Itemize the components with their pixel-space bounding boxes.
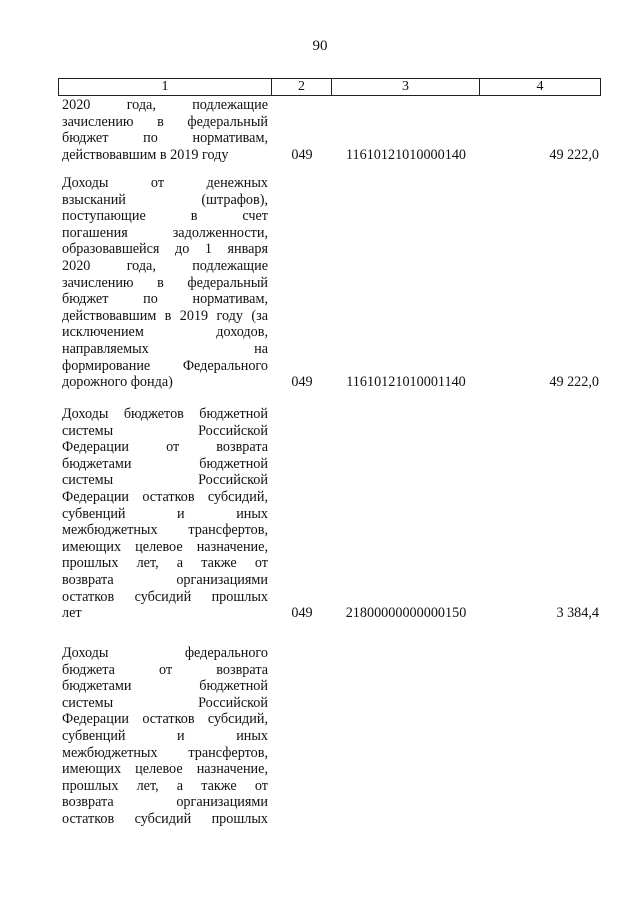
table-row — [58, 97, 599, 167]
description-line: Доходы федерального — [62, 645, 268, 661]
budget-classification-code: 11610121010001140 — [346, 374, 466, 391]
amount: 3 384,4 — [556, 605, 599, 622]
description-line: остатков субсидий прошлых — [62, 588, 268, 605]
description-line: бюджет по нормативам, — [62, 130, 268, 147]
amount: 49 222,0 — [549, 146, 599, 163]
description-line: субвенций и иных — [62, 505, 268, 522]
description-line: возврата организациями — [62, 794, 268, 811]
description-line: субвенций и иных — [62, 727, 268, 744]
admin-code: 049 — [291, 146, 313, 163]
header-col-2: 2 — [272, 79, 332, 95]
description-line: прошлых лет, а также от — [62, 777, 268, 794]
table-row — [58, 175, 599, 395]
description-line: исключением доходов, — [62, 324, 268, 341]
description-line: образовавшейся до 1 января — [62, 241, 268, 258]
description-line: действовавшим в 2019 году (за — [62, 307, 268, 324]
amount: 49 222,0 — [549, 374, 599, 391]
description-line: зачислению в федеральный — [62, 274, 268, 291]
description-line: Федерации остатков субсидий, — [62, 711, 268, 728]
budget-classification-code: 21800000000000150 — [345, 605, 467, 622]
row-description — [62, 645, 268, 828]
description-line: направляемых на — [62, 340, 268, 357]
row-description — [62, 175, 268, 391]
description-line: остатков субсидий прошлых — [62, 810, 268, 827]
description-line: Федерации остатков субсидий, — [62, 488, 268, 505]
description-line: имеющих целевое назначение, — [62, 538, 268, 555]
table-row — [58, 406, 599, 626]
description-line: системы Российской — [62, 472, 268, 489]
admin-code: 049 — [291, 374, 313, 391]
description-line: бюджет по нормативам, — [62, 291, 268, 308]
description-line: бюджетами бюджетной — [62, 455, 268, 472]
description-line: Доходы от денежных — [62, 175, 268, 191]
header-col-1: 1 — [59, 79, 272, 95]
description-line: дорожного фонда) — [62, 374, 173, 391]
table-header — [58, 78, 601, 96]
description-line: межбюджетных трансфертов, — [62, 522, 268, 539]
description-line: системы Российской — [62, 694, 268, 711]
row-description — [62, 97, 268, 163]
description-line: системы Российской — [62, 422, 268, 439]
description-line: возврата организациями — [62, 571, 268, 588]
description-line: имеющих целевое назначение, — [62, 761, 268, 778]
description-line: действовавшим в 2019 году — [62, 146, 229, 163]
header-col-3: 3 — [332, 79, 480, 95]
description-line: погашения задолженности, — [62, 224, 268, 241]
description-line: межбюджетных трансфертов, — [62, 744, 268, 761]
row-description — [62, 406, 268, 622]
description-line: взысканий (штрафов), — [62, 191, 268, 208]
description-line: поступающие в счет — [62, 208, 268, 225]
description-line: прошлых лет, а также от — [62, 555, 268, 572]
description-line: бюджета от возврата — [62, 661, 268, 678]
description-line: формирование Федерального — [62, 357, 268, 374]
description-line: зачислению в федеральный — [62, 113, 268, 130]
page-number: 90 — [312, 38, 328, 54]
description-line: 2020 года, подлежащие — [62, 257, 268, 274]
budget-classification-code: 11610121010000140 — [345, 146, 467, 163]
description-line: лет — [62, 605, 82, 622]
table-row — [58, 645, 599, 835]
description-line: Доходы бюджетов бюджетной — [62, 406, 268, 422]
admin-code: 049 — [291, 605, 313, 622]
header-col-4: 4 — [536, 79, 544, 94]
description-line: 2020 года, подлежащие — [62, 97, 268, 113]
description-line: бюджетами бюджетной — [62, 678, 268, 695]
description-line: Федерации от возврата — [62, 439, 268, 456]
